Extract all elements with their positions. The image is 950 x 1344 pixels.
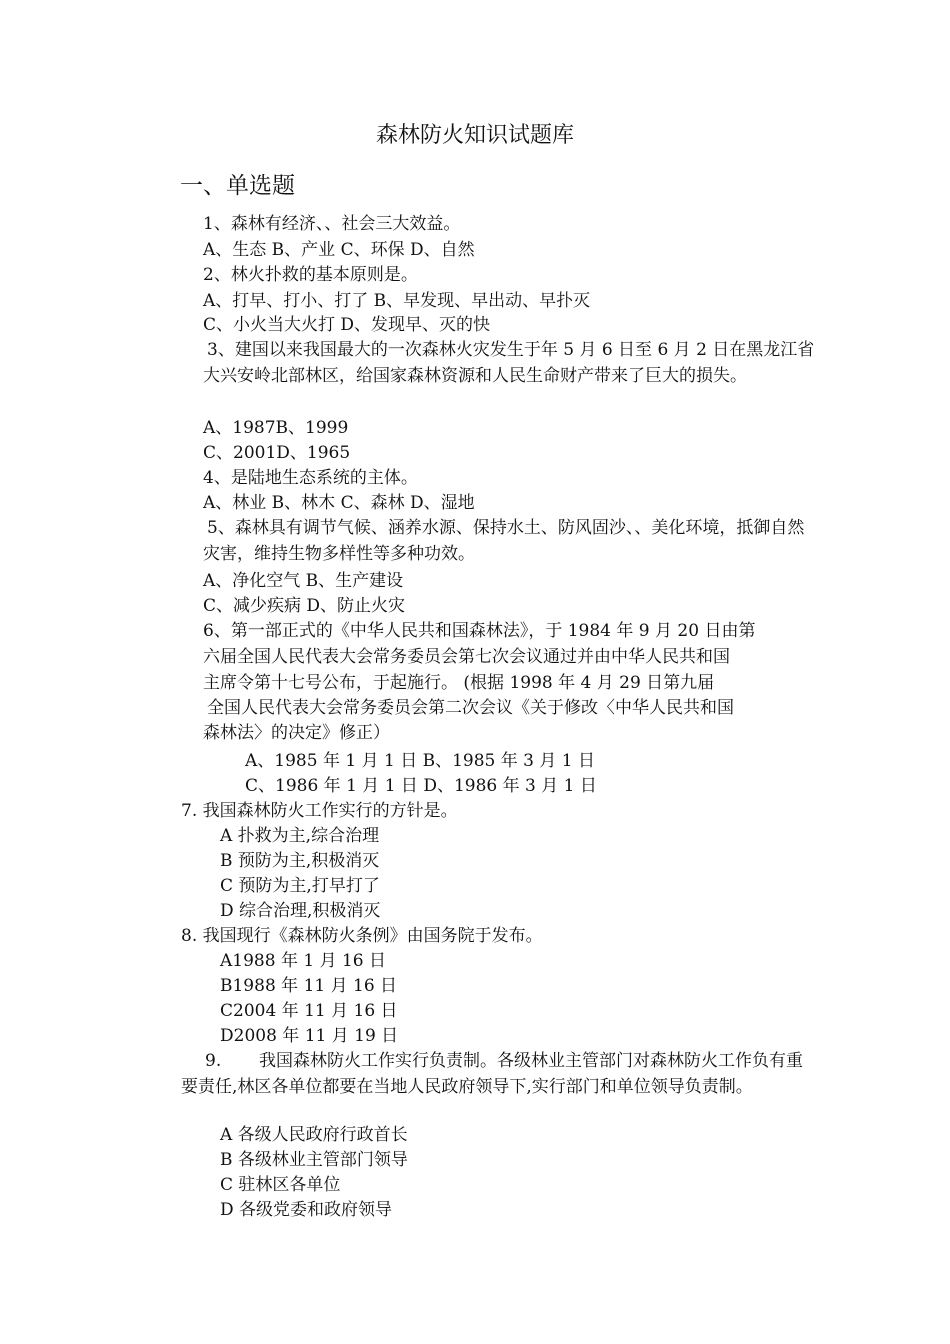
question-8-option-c: C2004 年 11 月 16 日 [220, 1001, 398, 1021]
question-7-option-c: C 预防为主,打早打了 [220, 876, 380, 896]
question-3-options-line-2: C、2001D、1965 [203, 443, 351, 463]
question-2-options-line-2: C、小火当大火打 D、发现早、灭的快 [203, 315, 491, 335]
question-3-options-line-1: A、1987B、1999 [203, 418, 349, 438]
question-1-options: A、生态 B、产业 C、环保 D、自然 [203, 240, 475, 260]
question-4-options: A、林业 B、林木 C、森林 D、湿地 [203, 493, 475, 513]
question-6-options-line-1: A、1985 年 1 月 1 日 B、1985 年 3 月 1 日 [245, 751, 596, 771]
question-9-option-a: A 各级人民政府行政首长 [220, 1125, 408, 1145]
question-7-option-b: B 预防为主,积极消灭 [220, 851, 380, 871]
question-2-options-line-1: A、打早、打小、打了 B、早发现、早出动、早扑灭 [203, 291, 591, 311]
question-1: 1、森林有经济、、社会三大效益。 [203, 214, 461, 234]
question-8-option-b: B1988 年 11 月 16 日 [220, 976, 398, 996]
question-9: 9. 我国森林防火工作实行负责制。各级林业主管部门对森林防火工作负有重要责任,林区各单位都要在当地人民政府领导下,实行部门和单位领导负责制。 [181, 1051, 804, 1097]
question-9-option-d: D 各级党委和政府领导 [220, 1200, 393, 1220]
question-6-line-1: 6、第一部正式的《中华人民共和国森林法》，于 1984 年 9 月 20 日由第 [203, 621, 756, 641]
question-4: 4、是陆地生态系统的主体。 [203, 468, 418, 488]
question-7-option-a: A 扑救为主,综合治理 [220, 826, 380, 846]
question-7: 7. 我国森林防火工作实行的方针是。 [181, 801, 458, 821]
question-6-line-4: 全国人民代表大会常务委员会第二次会议《关于修改〈中华人民共和国 [207, 698, 734, 718]
question-3: 3、建国以来我国最大的一次森林火灾发生于年 5 月 6 日至 6 月 2 日在黑龙江省大兴安岭北部林区，给国家森林资源和人民生命财产带来了巨大的损失。 [203, 340, 815, 386]
question-5-options-line-2: C、减少疾病 D、防止火灾 [203, 596, 406, 616]
question-5-options-line-1: A、净化空气 B、生产建设 [203, 571, 404, 591]
question-6-line-5: 森林法〉的决定》修正） [203, 723, 390, 743]
question-8-option-d: D2008 年 11 月 19 日 [220, 1026, 399, 1046]
question-8-option-a: A1988 年 1 月 16 日 [220, 951, 387, 971]
question-6-line-2: 六届全国人民代表大会常务委员会第七次会议通过并由中华人民共和国 [203, 647, 730, 667]
question-7-option-d: D 综合治理,积极消灭 [220, 901, 381, 921]
question-6-line-3: 主席令第十七号公布，于起施行。 (根据 1998 年 4 月 29 日第九届 [203, 673, 715, 693]
question-6-options-line-2: C、1986 年 1 月 1 日 D、1986 年 3 月 1 日 [245, 776, 597, 796]
section-heading: 一、单选题 [180, 173, 295, 199]
page-title: 森林防火知识试题库 [375, 123, 574, 148]
question-9-option-c: C 驻林区各单位 [220, 1175, 341, 1195]
question-5: 5、森林具有调节气候、涵养水源、保持水土、防风固沙、、美化环境，抵御自然灾害，维持生物多样性等多种功效。 [203, 518, 805, 564]
question-8: 8. 我国现行《森林防火条例》由国务院于发布。 [181, 926, 543, 946]
question-2: 2、林火扑救的基本原则是。 [203, 265, 418, 285]
question-9-option-b: B 各级林业主管部门领导 [220, 1150, 408, 1170]
